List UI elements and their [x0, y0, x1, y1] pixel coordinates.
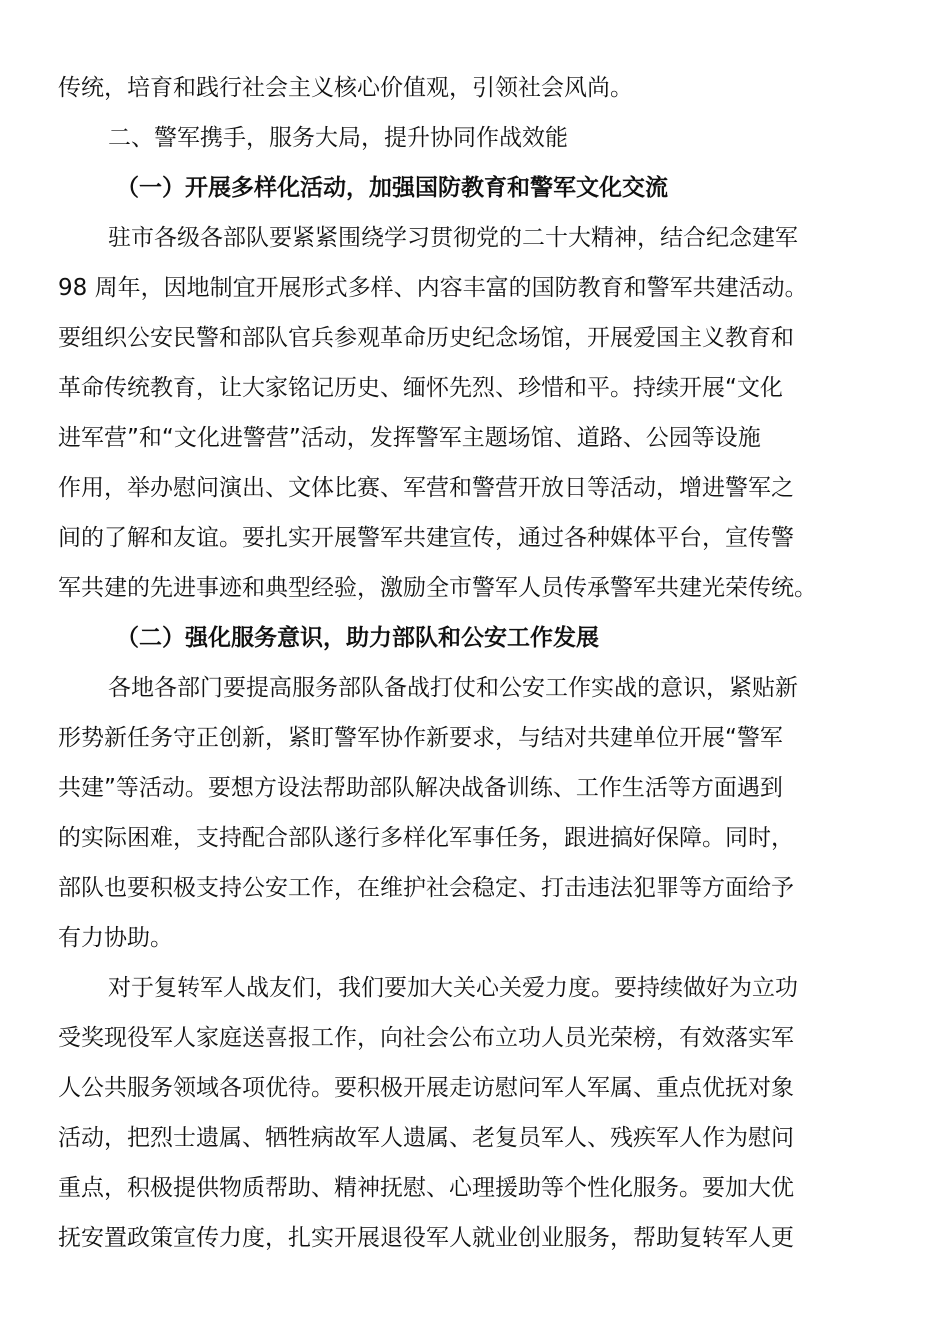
- paragraph-line: 传统，培育和践行社会主义核心价值观，引领社会风尚。: [58, 75, 633, 101]
- paragraph-line: 各地各部门要提高服务部队备战打仗和公安工作实战的意识，紧贴新: [108, 675, 798, 701]
- paragraph-line: 进军营”和“文化进警营”活动，发挥警军主题场馆、道路、公园等设施: [58, 425, 761, 451]
- paragraph-line: 人公共服务领域各项优待。要积极开展走访慰问军人军属、重点优抚对象: [58, 1075, 794, 1101]
- paragraph-line: 驻市各级各部队要紧紧围绕学习贯彻党的二十大精神，结合纪念建军: [108, 225, 798, 251]
- section-heading: 二、警军携手，服务大局，提升协同作战效能: [108, 125, 568, 151]
- paragraph-line: 革命传统教育，让大家铭记历史、缅怀先烈、珍惜和平。持续开展“文化: [58, 375, 783, 401]
- paragraph-line: 98 周年，因地制宜开展形式多样、内容丰富的国防教育和警军共建活动。: [58, 275, 808, 301]
- paragraph-line: 重点，积极提供物质帮助、精神抚慰、心理援助等个性化服务。要加大优: [58, 1175, 794, 1201]
- paragraph-line: 活动，把烈士遗属、牺牲病故军人遗属、老复员军人、残疾军人作为慰问: [58, 1125, 794, 1151]
- paragraph-line: 有力协助。: [58, 925, 173, 951]
- paragraph-line: 军共建的先进事迹和典型经验，激励全市警军人员传承警军共建光荣传统。: [58, 575, 817, 601]
- paragraph-line: 要组织公安民警和部队官兵参观革命历史纪念场馆，开展爱国主义教育和: [58, 325, 794, 351]
- paragraph-line: 受奖现役军人家庭送喜报工作，向社会公布立功人员光荣榜，有效落实军: [58, 1025, 794, 1051]
- paragraph-line: 部队也要积极支持公安工作，在维护社会稳定、打击违法犯罪等方面给予: [58, 875, 794, 901]
- paragraph-line: 间的了解和友谊。要扎实开展警军共建宣传，通过各种媒体平台，宣传警: [58, 525, 794, 551]
- paragraph-line: 抚安置政策宣传力度，扎实开展退役军人就业创业服务，帮助复转军人更: [58, 1225, 794, 1251]
- subsection-heading: （二）强化服务意识，助力部队和公安工作发展: [116, 625, 599, 651]
- subsection-heading: （一）开展多样化活动，加强国防教育和警军文化交流: [116, 175, 668, 201]
- paragraph-line: 共建”等活动。要想方设法帮助部队解决战备训练、工作生活等方面遇到: [58, 775, 783, 801]
- paragraph-line: 形势新任务守正创新，紧盯警军协作新要求，与结对共建单位开展“警军: [58, 725, 783, 751]
- paragraph-line: 对于复转军人战友们，我们要加大关心关爱力度。要持续做好为立功: [108, 975, 798, 1001]
- paragraph-line: 作用，举办慰问演出、文体比赛、军营和警营开放日等活动，增进警军之: [58, 475, 794, 501]
- paragraph-line: 的实际困难，支持配合部队遂行多样化军事任务，跟进搞好保障。同时，: [58, 825, 794, 851]
